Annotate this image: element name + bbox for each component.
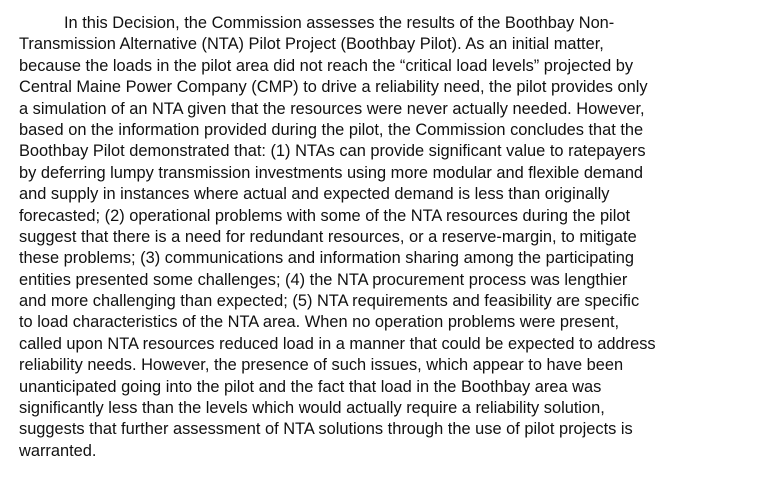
paragraph-line-4: Central Maine Power Company (CMP) to drive a reliability need, the pilot provides only: [19, 78, 648, 97]
paragraph-line-6: based on the information provided during the pilot, the Commission concludes that the: [19, 120, 644, 139]
paragraph-line-21: warranted.: [19, 441, 97, 460]
paragraph-line-1: In this Decision, the Commission assesses the results of the Boothbay Non-: [64, 14, 615, 32]
paragraph-line-10: forecasted; (2) operational problems with some of the NTA resources during the pilot: [19, 206, 631, 225]
paragraph-line-5: a simulation of an NTA given that the resources were never actually needed. However,: [19, 99, 645, 118]
decision-paragraph: [19, 13, 768, 462]
paragraph-line-13: entities presented some challenges; (4) the NTA procurement process was lengthier: [19, 270, 628, 289]
paragraph-line-11: suggest that there is a need for redundant resources, or a reserve-margin, to mitigate: [19, 227, 637, 246]
paragraph-line-14: and more challenging than expected; (5) NTA requirements and feasibility are specific: [19, 292, 640, 311]
paragraph-line-7: Boothbay Pilot demonstrated that: (1) NTAs can provide significant value to ratepayers: [19, 142, 646, 161]
paragraph-line-19: significantly less than the levels which would actually require a reliability solution,: [19, 399, 605, 418]
paragraph-line-8: by deferring lumpy transmission investments using more modular and flexible demand: [19, 163, 644, 182]
paragraph-line-3: because the loads in the pilot area did not reach the “critical load levels” projected by: [19, 56, 634, 75]
paragraph-line-20: suggests that further assessment of NTA solutions through the use of pilot projects is: [19, 420, 633, 439]
paragraph-line-9: and supply in instances where actual and expected demand is less than originally: [19, 185, 610, 204]
paragraph-line-17: reliability needs. However, the presence of such issues, which appear to have been: [19, 356, 624, 375]
paragraph-line-15: to load characteristics of the NTA area. When no operation problems were present,: [19, 313, 620, 332]
paragraph-line-18: unanticipated going into the pilot and the fact that load in the Boothbay area was: [19, 377, 602, 396]
paragraph-line-12: these problems; (3) communications and information sharing among the participating: [19, 249, 634, 268]
paragraph-line-16: called upon NTA resources reduced load in a manner that could be expected to address: [19, 334, 656, 353]
paragraph-line-2: Transmission Alternative (NTA) Pilot Project (Boothbay Pilot). As an initial matter,: [19, 35, 604, 54]
